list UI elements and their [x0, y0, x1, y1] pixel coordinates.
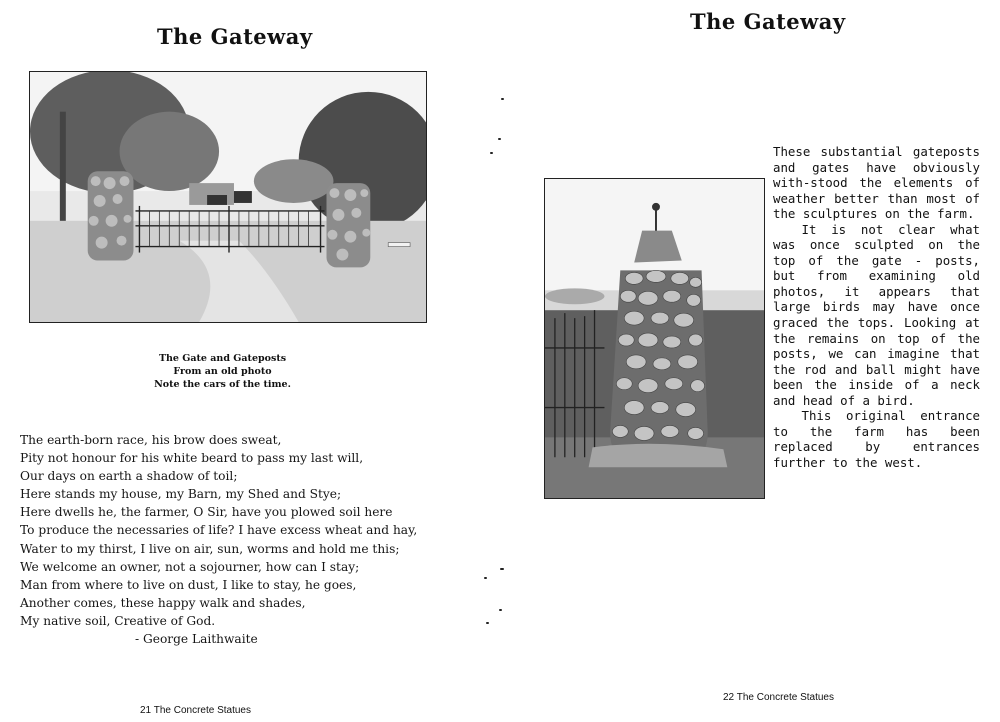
gate-and-gateposts-photo: [29, 71, 427, 323]
right-page-footer: 22 The Concrete Statues: [723, 692, 834, 703]
poem-line: We welcome an owner, not a sojourner, how can I stay;: [20, 559, 360, 574]
poem: [20, 431, 440, 648]
paragraph: This original entrance to the farm has been replaced by entrances further to the west.: [773, 408, 980, 470]
gateway-description: [773, 144, 980, 470]
poem-line: Our days on earth a shadow of toil;: [20, 469, 238, 484]
gate-photo-image: [30, 72, 426, 322]
poem-author: - George Laithwaite: [135, 632, 258, 647]
scan-speck: [486, 622, 489, 624]
left-page-title: The Gateway: [157, 24, 313, 49]
caption-line: From an old photo: [173, 366, 272, 377]
photo-caption: [60, 352, 385, 391]
poem-line: Here stands my house, my Barn, my Shed and Stye;: [20, 487, 342, 502]
scan-speck: [490, 152, 493, 154]
right-page: [495, 0, 1000, 722]
caption-line: The Gate and Gateposts: [158, 353, 287, 364]
caption-line: Note the cars of the time.: [154, 379, 291, 390]
paragraph: It is not clear what was once sculpted on the top of the gate - posts, but from examining old photos, it appears that large birds may have once graced the tops. Looking at the remains on top of the posts, we can imagine that the rod and ball might have been the inside of a neck and head of a bird.: [773, 221, 980, 408]
paragraph: These substantial gateposts and gates have obviously with-stood the elements of weather better than most of the sculptures on the farm.: [773, 144, 980, 222]
scan-speck: [484, 577, 487, 579]
gatepost-photo: [544, 178, 765, 499]
poem-line: Another comes, these happy walk and shades,: [20, 595, 306, 610]
poem-line: Water to my thirst, I live on air, sun, worms and hold me this;: [20, 541, 400, 556]
poem-line: The earth-born race, his brow does sweat,: [20, 433, 282, 447]
poem-line: Pity not honour for his white beard to pass my last will,: [20, 451, 364, 466]
poem-line: Here dwells he, the farmer, O Sir, have you plowed soil here: [20, 505, 393, 520]
right-page-title: The Gateway: [690, 9, 846, 34]
poem-line: Man from where to live on dust, I like to stay, he goes,: [20, 577, 357, 592]
left-page: [0, 0, 495, 722]
left-page-footer: 21 The Concrete Statues: [140, 705, 251, 716]
poem-line: To produce the necessaries of life? I have excess wheat and hay,: [20, 523, 418, 538]
gatepost-photo-image: [545, 179, 764, 498]
poem-line: My native soil, Creative of God.: [20, 613, 216, 628]
